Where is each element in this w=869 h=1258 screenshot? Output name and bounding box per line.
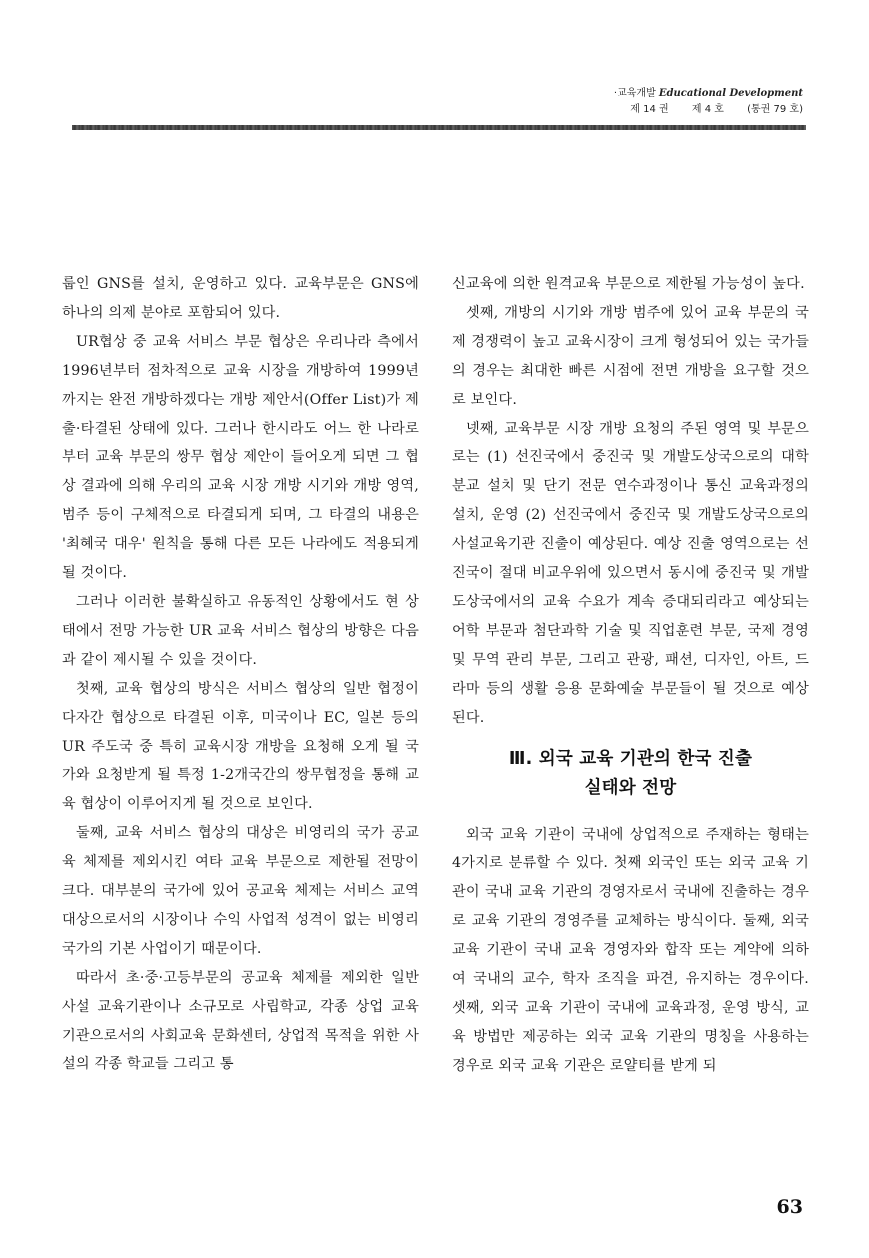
volume: 제 14 권 (630, 104, 669, 115)
journal-title-en: Educational Development (658, 88, 803, 99)
paragraph: 룹인 GNS를 설치, 운영하고 있다. 교육부문은 GNS에 하나의 의제 분야로 포함되어 있다. (62, 276, 419, 321)
issue-number: 제 4 호 (691, 104, 724, 115)
issue-info (610, 102, 803, 118)
paragraph: 첫째, 교육 협상의 방식은 서비스 협상의 일반 협정이 다자간 협상으로 타결된 이후, 미국이나 EC, 일본 등의 UR 주도국 중 특히 교육시장 개방을 요청해 오게 될 국가와 요청받게 될 특정 1-2개국간의 쌍무협정을 통해 교육 협상이 이루어지게 될 것으로 보인다. (62, 680, 419, 813)
paragraph: 셋째, 개방의 시기와 개방 범주에 있어 교육 부문의 국제 경쟁력이 높고 교육시장이 크게 형성되어 있는 국가들의 경우는 최대한 빠른 시점에 전면 개방을 요구할 것으로 보인다. (452, 304, 809, 408)
left-column (62, 270, 419, 1079)
section-heading (452, 745, 809, 803)
section-heading-line: 실태와 전망 (584, 777, 677, 798)
journal-title-ko: ·교육개발 (613, 88, 656, 99)
paragraph: 신교육에 의한 원격교육 부문으로 제한될 가능성이 높다. (452, 276, 805, 292)
paragraph: 그러나 이러한 불확실하고 유동적인 상황에서도 현 상태에서 전망 가능한 UR 교육 서비스 협상의 방향은 다음과 같이 제시될 수 있을 것이다. (62, 593, 419, 668)
paragraph: 넷째, 교육부문 시장 개방 요청의 주된 영역 및 부문으로는 (1) 선진국에서 중진국 및 개발도상국으로의 대학 분교 설치 및 단기 전문 연수과정이나 통신 교육과정의 설치, 운영 (2) 선진국에서 중진국 및 개발도상국으로의 사설교육기관 진출이 예상된다. 예상 진출 영역으로는 선진국이 절대 비교우위에 있으면서 동시에 중진국 및 개발도상국에서의 교육 수요가 계속 증대되리라고 예상되는 어학 부문과 첨단과학 기술 및 직업훈련 부문, 국제 경영 및 무역 관리 부문, 그리고 관광, 패션, 디자인, 아트, 드라마 등의 생활 응용 문화예술 부문들이 될 것으로 예상된다. (452, 420, 809, 726)
paragraph: 둘째, 교육 서비스 협상의 대상은 비영리의 국가 공교육 체제를 제외시킨 여타 교육 부문으로 제한될 전망이 크다. 대부분의 국가에 있어 공교육 체제는 서비스 교역 대상으로서의 시장이나 수익 사업적 성격이 없는 비영리 국가의 기본 사업이기 때문이다. (62, 825, 419, 957)
right-column (452, 270, 809, 1081)
paragraph: 따라서 초·중·고등부문의 공교육 체제를 제외한 일반 사설 교육기관이나 소규모로 사립학교, 각종 상업 교육 기관으로서의 사회교육 문화센터, 상업적 목적을 위한 사설의 각종 학교들 그리고 통 (62, 969, 419, 1073)
journal-title (610, 86, 803, 102)
header-rule (72, 125, 806, 130)
serial-number: (통권 79 호) (747, 104, 803, 115)
running-header (610, 86, 803, 118)
paragraph: UR협상 중 교육 서비스 부문 협상은 우리나라 측에서 1996년부터 점차적으로 교육 시장을 개방하여 1999년까지는 완전 개방하겠다는 개방 제안서(Offer List)가 제출·타결된 상태에 있다. 그러나 한시라도 어느 한 나라로부터 교육 부문의 쌍무 협상 제안이 들어오게 되면 그 협상 결과에 의해 우리의 교육 시장 개방 시기와 개방 영역, 범주 등이 구체적으로 타결되게 되며, 그 타결의 내용은 '최혜국 대우' 원칙을 통해 다른 모든 나라에도 적용되게 될 것이다. (62, 333, 419, 582)
paragraph: 외국 교육 기관이 국내에 상업적으로 주재하는 형태는 4가지로 분류할 수 있다. 첫째 외국인 또는 외국 교육 기관이 국내 교육 기관의 경영자로서 국내에 진출하는 경우로 교육 기관의 경영주를 교체하는 방식이다. 둘째, 외국 교육 기관이 국내 교육 경영자와 합작 또는 계약에 의하여 국내의 교수, 학자 조직을 파견, 유지하는 경우이다. 셋째, 외국 교육 기관이 국내에 교육과정, 운영 방식, 교육 방법만 제공하는 외국 교육 기관의 명칭을 사용하는 경우로 외국 교육 기관은 로얄티를 받게 되 (452, 826, 809, 1074)
section-heading-line: Ⅲ. 외국 교육 기관의 한국 진출 (508, 748, 753, 769)
page-number: 63 (776, 1196, 803, 1218)
